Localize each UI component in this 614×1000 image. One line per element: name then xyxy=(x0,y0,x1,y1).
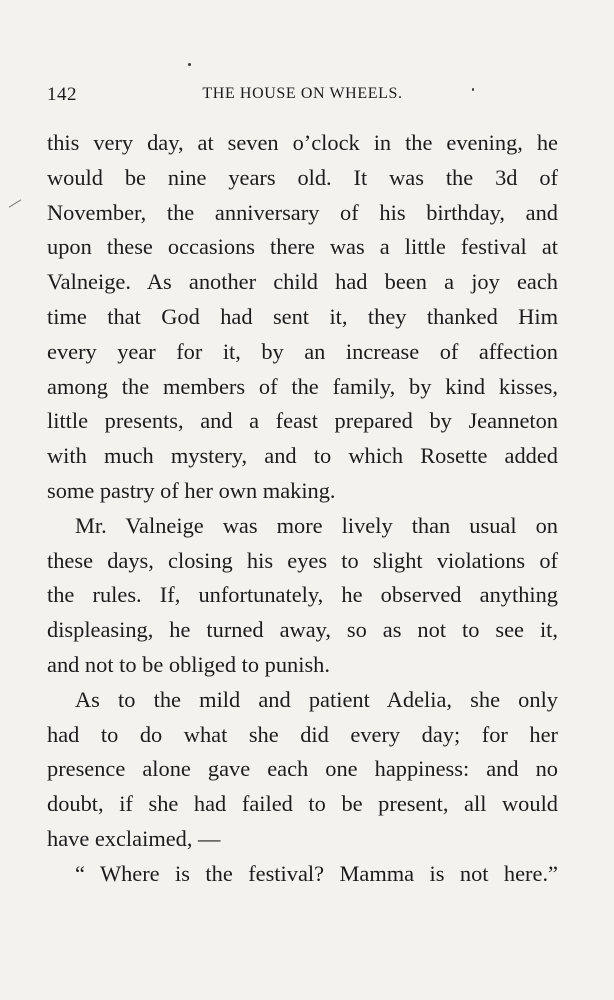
text-line: little presents, and a feast prepared by Jeanneton xyxy=(47,408,558,434)
text-line: among the members of the family, by kind kisses, xyxy=(47,373,558,399)
text-line: these days, closing his eyes to slight violations of xyxy=(47,547,558,573)
text-line: with much mystery, and to which Rosette added xyxy=(47,443,558,469)
text-line: time that God had sent it, they thanked Him xyxy=(47,303,558,329)
text-line: some pastry of her own making. xyxy=(47,477,336,503)
text-line: the rules. If, unfortunately, he observed anything xyxy=(47,582,558,608)
text-line: would be nine years old. It was the 3d of xyxy=(47,164,558,190)
text-line: “ Where is the festival? Mamma is not here.” xyxy=(75,860,558,886)
body-text xyxy=(47,126,558,892)
text-line: Mr. Valneige was more lively than usual on xyxy=(75,512,558,538)
text-line: had to do what she did every day; for her xyxy=(47,721,558,747)
text-line: every year for it, by an increase of affection xyxy=(47,338,558,364)
text-line: this very day, at seven o’clock in the evening, he xyxy=(47,130,558,155)
text-line: and not to be obliged to punish. xyxy=(47,651,330,677)
text-line: As to the mild and patient Adelia, she only xyxy=(75,686,558,712)
text-line: doubt, if she had failed to be present, all would xyxy=(47,791,558,817)
margin-mark xyxy=(9,199,21,207)
running-title: THE HOUSE ON WHEELS. xyxy=(202,85,403,102)
page-number: 142 xyxy=(47,84,77,105)
ink-speck xyxy=(188,63,191,66)
paragraph xyxy=(47,509,558,683)
text-line: upon these occasions there was a little festival at xyxy=(47,234,558,260)
paragraph xyxy=(47,126,558,509)
page-header xyxy=(47,84,558,108)
paragraph xyxy=(47,683,558,857)
text-line: November, the anniversary of his birthday, and xyxy=(47,199,558,225)
paragraph xyxy=(47,857,558,892)
text-line: displeasing, he turned away, so as not to see it, xyxy=(47,617,558,643)
text-line: have exclaimed, — xyxy=(47,825,221,851)
text-line: presence alone gave each one happiness: and no xyxy=(47,756,558,782)
text-line: Valneige. As another child had been a joy each xyxy=(47,269,558,295)
